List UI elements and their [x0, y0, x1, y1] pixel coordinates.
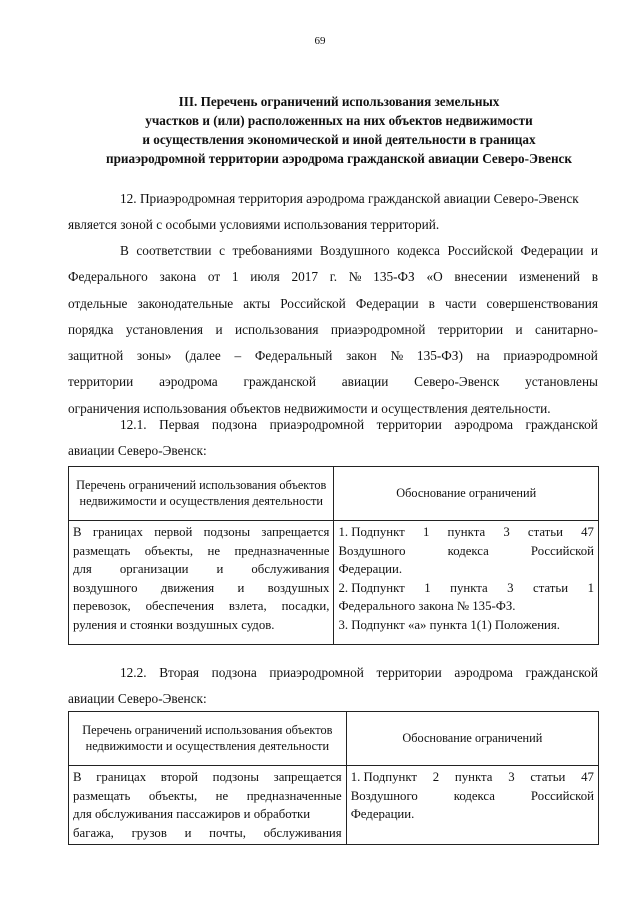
word: 3 — [503, 525, 510, 539]
word: гражданской — [243, 374, 316, 390]
word: с — [219, 243, 225, 258]
word: Воздушного — [350, 788, 418, 803]
word: Федерального — [68, 269, 148, 285]
word: (далее — [185, 348, 221, 364]
word: границах — [96, 770, 147, 784]
word: воздушных — [267, 580, 330, 595]
word: гражданской — [525, 665, 598, 680]
word: территории — [376, 417, 442, 432]
cell-line — [338, 542, 594, 561]
word: грузов — [131, 825, 167, 840]
word: территории — [68, 374, 134, 390]
cell-line-empty — [351, 824, 594, 843]
word: 1 — [422, 525, 430, 539]
cell-line — [73, 523, 329, 542]
cell-line — [351, 768, 594, 787]
word: гражданской — [525, 417, 598, 432]
cell-line: 3. Подпункт «а» пункта 1(1) Положения. — [338, 617, 560, 632]
word: совершенствования — [486, 295, 598, 311]
word: движения — [160, 580, 215, 595]
word: 135-ФЗ) — [416, 348, 463, 364]
word: 3 — [507, 580, 514, 595]
word: статьи — [530, 770, 566, 784]
word: зоны» — [136, 348, 172, 364]
word: обслуживания — [263, 825, 342, 840]
cell-line — [338, 523, 594, 542]
table-cell-justification — [346, 766, 598, 845]
word: Российской — [447, 243, 513, 258]
word: установления — [125, 321, 204, 337]
word: 1 — [231, 269, 239, 285]
word: кодекса — [453, 788, 495, 803]
text-line: 12. Приаэродромная территория аэродрома гражданской авиации Северо-Эвенск — [120, 191, 579, 206]
cell-line — [73, 579, 329, 598]
word: статьи — [527, 525, 563, 539]
cell-line: Федерации. — [350, 807, 415, 822]
cell-line — [73, 560, 329, 579]
word: требованиями — [232, 243, 313, 258]
title-line: и осуществления экономической и иной деятельности в границах — [142, 132, 536, 147]
word: использования — [235, 321, 319, 337]
word: пункта — [454, 770, 493, 784]
word: Первая — [159, 417, 200, 432]
text-line — [68, 660, 598, 686]
word: изменений — [519, 269, 580, 285]
word: Федерации — [355, 295, 419, 311]
text-line: является зоной с особыми условиями использования территорий. — [68, 217, 440, 233]
word: авиации — [341, 374, 389, 390]
word: 1 — [587, 580, 594, 595]
section-title — [50, 92, 628, 168]
word: пункта — [447, 525, 486, 539]
title-line: III. Перечень ограничений использования земельных — [178, 94, 500, 109]
text-line — [68, 317, 598, 343]
word: кодекса — [397, 243, 440, 258]
word: багажа, — [73, 825, 114, 840]
word: Российской — [530, 788, 594, 803]
word: приаэродромной — [503, 348, 598, 364]
table-header-justification: Обоснование ограничений — [346, 712, 598, 766]
cell-line — [73, 824, 342, 843]
word: – — [234, 348, 242, 364]
word: 47 — [581, 770, 594, 784]
cell-line — [73, 597, 329, 616]
word: 2. Подпункт — [338, 580, 405, 595]
cell-line: для обслуживания пассажиров и обработки — [73, 807, 311, 822]
word: посадки, — [281, 599, 330, 614]
word: 2 — [432, 770, 440, 784]
cell-line — [73, 768, 342, 787]
cell-line — [73, 787, 342, 806]
word: подзона — [211, 665, 257, 680]
word: почты, — [209, 825, 246, 840]
word: Северо-Эвенск — [414, 374, 500, 390]
word: Федерации — [520, 243, 584, 258]
word: приаэродромной — [269, 417, 365, 432]
word: Российской — [530, 543, 594, 558]
word: не — [215, 788, 229, 803]
text-line — [68, 264, 598, 290]
word: и — [237, 580, 245, 595]
word: объекты, — [144, 543, 194, 558]
word: Федеральный — [254, 348, 333, 364]
word: и — [216, 562, 224, 577]
word: В — [120, 243, 129, 258]
word: 2017 — [291, 269, 319, 285]
word: Воздушного — [319, 243, 390, 258]
word: акты — [243, 295, 271, 311]
word: и — [515, 321, 523, 337]
title-line: приаэродромной территории аэродрома гражданской авиации Северо-Эвенск — [106, 151, 572, 166]
word: не — [207, 543, 221, 558]
word: приаэродромной — [269, 665, 364, 680]
word: в — [428, 295, 435, 311]
text-line — [68, 343, 598, 369]
word: защитной — [68, 348, 124, 364]
word: 1 — [424, 580, 431, 595]
cell-line — [338, 579, 594, 598]
word: 12.2. — [120, 665, 147, 680]
table-header-restrictions: Перечень ограничений использования объектов недвижимости и осуществления деятельности — [69, 712, 347, 766]
word: соответствии — [136, 243, 212, 258]
word: второй — [160, 770, 198, 784]
word: объекты, — [148, 788, 198, 803]
word: отдельные — [68, 295, 128, 311]
text-line: авиации Северо-Эвенск: — [68, 691, 207, 707]
word: воздушного — [73, 580, 138, 595]
text-line — [68, 291, 598, 317]
cell-line: Федерации. — [338, 562, 403, 577]
word: подзона — [211, 417, 258, 432]
word: В — [73, 525, 82, 539]
word: Воздушного — [338, 543, 406, 558]
word: размещать — [73, 788, 131, 803]
page-number: 69 — [314, 35, 326, 47]
word: 135-ФЗ — [373, 269, 415, 285]
word: аэродрома — [454, 417, 513, 432]
word: подзоны — [203, 525, 251, 539]
word: установлены — [525, 374, 598, 390]
word: взлета, — [228, 599, 267, 614]
word: внесении — [454, 269, 508, 285]
table-header-restrictions: Перечень ограничений использования объектов недвижимости и осуществления деятельности — [69, 467, 334, 521]
word: части — [445, 295, 477, 311]
text-line — [68, 238, 598, 264]
word: обеспечения — [145, 599, 214, 614]
word: закон — [346, 348, 377, 364]
word: первой — [154, 525, 193, 539]
word: «О — [426, 269, 443, 285]
word: и — [184, 825, 192, 840]
table-cell-restrictions — [69, 766, 347, 845]
word: и — [215, 321, 223, 337]
word: от — [207, 269, 221, 285]
word: 1. Подпункт — [350, 770, 418, 784]
word: 47 — [581, 525, 594, 539]
word: кодекса — [447, 543, 489, 558]
paragraph-conformity — [68, 238, 598, 422]
word: Вторая — [159, 665, 200, 680]
word: 1. Подпункт — [338, 525, 405, 539]
word: обслуживания — [251, 562, 330, 577]
word: предназначенные — [234, 543, 330, 558]
word: для — [73, 562, 92, 577]
cell-line — [351, 787, 594, 806]
word: и — [590, 243, 598, 258]
paragraph-12-1 — [68, 412, 598, 465]
cell-line — [73, 542, 329, 561]
word: в — [591, 269, 598, 285]
word: запрещается — [273, 770, 342, 784]
word: № — [348, 269, 362, 285]
paragraph-12-2 — [68, 660, 598, 713]
word: закона — [159, 269, 197, 285]
word: 12.1. — [120, 417, 147, 432]
word: № — [390, 348, 404, 364]
cell-line: Федерального закона № 135-ФЗ. — [338, 599, 516, 614]
word: Российской — [280, 295, 346, 311]
text-line: авиации Северо-Эвенск: — [68, 443, 207, 459]
word: предназначенные — [246, 788, 342, 803]
word: организации — [119, 562, 189, 577]
word: на — [476, 348, 490, 364]
table-cell-justification — [334, 521, 599, 645]
word: статьи — [533, 580, 569, 595]
table-header-justification: Обоснование ограничений — [334, 467, 599, 521]
word: границах — [92, 525, 143, 539]
word: размещать — [73, 543, 131, 558]
word: аэродрома — [454, 665, 513, 680]
text-line — [68, 412, 598, 438]
word: В — [73, 770, 82, 784]
title-line: участков и (или) расположенных на них объектов недвижимости — [145, 113, 533, 128]
restrictions-table-1 — [68, 466, 599, 645]
word: пункта — [450, 580, 488, 595]
word: перевозок, — [73, 599, 131, 614]
word: 3 — [508, 770, 515, 784]
word: территории — [437, 321, 504, 337]
word: июля — [250, 269, 280, 285]
cell-line: руления и стоянки воздушных судов. — [73, 617, 275, 632]
word: порядка — [68, 321, 114, 337]
table-cell-restrictions — [69, 521, 334, 645]
word: аэродрома — [159, 374, 218, 390]
word: подзоны — [212, 770, 259, 784]
text-line: ограничения использования объектов недвижимости и осуществления деятельности. — [68, 400, 551, 416]
restrictions-table-2 — [68, 711, 599, 845]
text-line — [68, 369, 598, 395]
word: территории — [376, 665, 442, 680]
word: г. — [329, 269, 338, 285]
word: запрещается — [261, 525, 330, 539]
word: санитарно- — [535, 321, 598, 337]
word: приаэродромной — [330, 321, 426, 337]
paragraph-12 — [68, 186, 598, 239]
word: законодательные — [137, 295, 234, 311]
